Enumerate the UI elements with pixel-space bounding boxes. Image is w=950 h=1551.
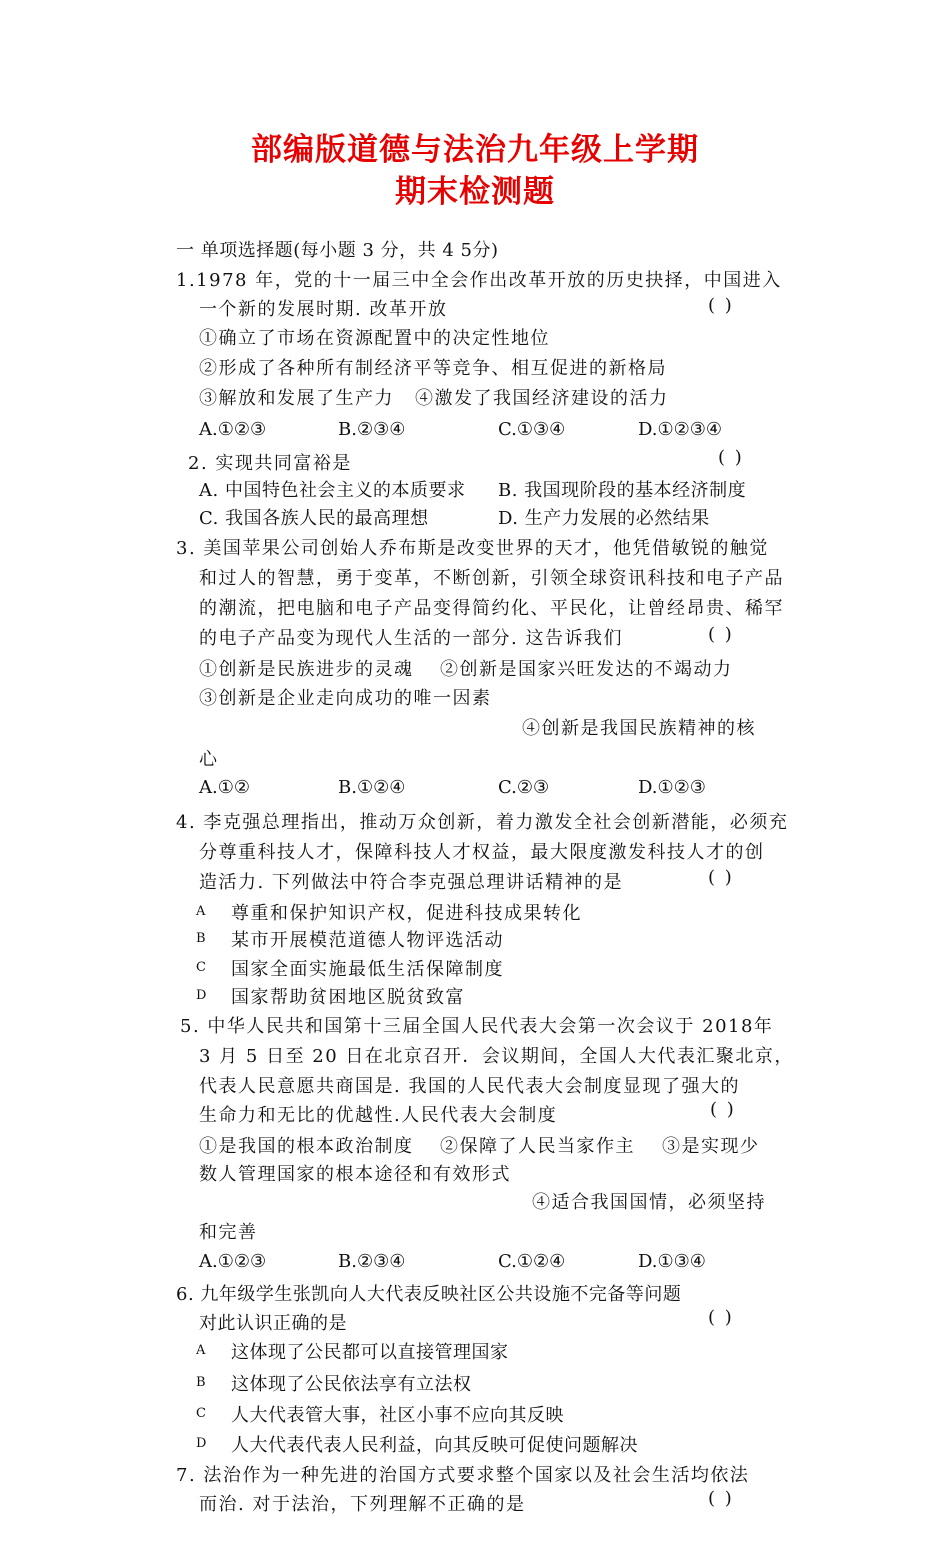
option-d[interactable]: D.①③④	[638, 1251, 706, 1272]
answer-paren: ( )	[708, 1307, 734, 1328]
page-title-line1: 部编版道德与法治九年级上学期	[251, 132, 699, 168]
option-a[interactable]: 这体现了公民都可以直接管理国家	[231, 1342, 509, 1363]
question-3-line-2: 和过人的智慧，勇于变革，不断创新，引领全球资讯科技和电子产品	[199, 568, 784, 589]
option-a[interactable]: A. 中国特色社会主义的本质要求	[199, 480, 466, 501]
option-c[interactable]: 人大代表管大事，社区小事不应向其反映	[231, 1405, 564, 1426]
statement-3: ③解放和发展了生产力	[199, 388, 394, 409]
option-d[interactable]: D. 生产力发展的必然结果	[498, 508, 710, 529]
question-5-line-1: 5. 中华人民共和国第十三届全国人民代表大会第一次会议于 2018年	[180, 1016, 774, 1037]
answer-paren: ( )	[708, 1488, 734, 1509]
option-c-letter: C	[196, 960, 208, 975]
question-3-line-3: 的潮流，把电脑和电子产品变得简约化、平民化，让曾经昂贵、稀罕	[199, 598, 784, 619]
option-a[interactable]: A.①②③	[199, 419, 267, 440]
option-b[interactable]: B.①②④	[338, 777, 406, 798]
option-d-letter: D	[196, 988, 208, 1003]
option-b[interactable]: 某市开展模范道德人物评选活动	[231, 930, 504, 951]
option-b[interactable]: B. 我国现阶段的基本经济制度	[498, 480, 747, 501]
option-c-letter: C	[196, 1406, 208, 1421]
question-6-line-2: 对此认识正确的是	[199, 1313, 347, 1334]
question-3-line-4: 的电子产品变为现代人生活的一部分. 这告诉我们	[199, 628, 623, 649]
statement-1: ①确立了市场在资源配置中的决定性地位	[199, 328, 550, 349]
option-a[interactable]: A.①②	[199, 777, 250, 798]
option-c[interactable]: C.①②④	[498, 1251, 566, 1272]
option-d[interactable]: 国家帮助贫困地区脱贫致富	[231, 987, 465, 1008]
question-5-line-3: 代表人民意愿共商国是. 我国的人民代表大会制度显现了强大的	[199, 1076, 740, 1097]
statement-3: ③是实现少	[662, 1136, 760, 1157]
option-c[interactable]: C. 我国各族人民的最高理想	[199, 508, 429, 529]
answer-paren: ( )	[708, 295, 734, 316]
option-a-letter: A	[196, 1343, 207, 1358]
answer-paren: ( )	[710, 1099, 736, 1120]
answer-paren: ( )	[708, 624, 734, 645]
statement-2: ②保障了人民当家作主	[440, 1136, 635, 1157]
option-a-letter: A	[196, 904, 207, 919]
question-4-line-3: 造活力. 下列做法中符合李克强总理讲话精神的是	[199, 872, 623, 893]
question-2-line-1: 2. 实现共同富裕是	[188, 453, 352, 474]
option-d[interactable]: 人大代表代表人民利益，向其反映可促使问题解决	[231, 1435, 638, 1456]
question-1-line-2: 一个新的发展时期. 改革开放	[199, 299, 448, 320]
page-title-line2: 期末检测题	[395, 174, 555, 210]
option-c[interactable]: C.②③	[498, 777, 550, 798]
statement-2: ②形成了各种所有制经济平等竞争、相互促进的新格局	[199, 358, 667, 379]
option-b-letter: B	[196, 1375, 208, 1390]
option-b[interactable]: 这体现了公民依法享有立法权	[231, 1374, 472, 1395]
question-5-line-2: 3 月 5 日至 20 日在北京召开．会议期间，全国人大代表汇聚北京，	[199, 1046, 794, 1067]
option-d[interactable]: D.①②③	[638, 777, 706, 798]
section-heading: 一 单项选择题(每小题 3 分，共 4 5分)	[176, 240, 499, 261]
statement-4: ④适合我国国情，必须坚持	[532, 1192, 766, 1213]
statement-1: ①创新是民族进步的灵魂	[199, 659, 414, 680]
statement-4-continued: 心	[199, 749, 219, 770]
statement-2: ②创新是国家兴旺发达的不竭动力	[440, 659, 733, 680]
option-b-letter: B	[196, 931, 208, 946]
statement-4: ④激发了我国经济建设的活力	[415, 388, 669, 409]
option-d-letter: D	[196, 1436, 208, 1451]
option-c[interactable]: 国家全面实施最低生活保障制度	[231, 959, 504, 980]
statement-1: ①是我国的根本政治制度	[199, 1136, 414, 1157]
option-b[interactable]: B.②③④	[338, 1251, 406, 1272]
answer-paren: ( )	[718, 447, 744, 468]
question-5-line-4: 生命力和无比的优越性.人民代表大会制度	[199, 1105, 558, 1126]
option-b[interactable]: B.②③④	[338, 419, 406, 440]
question-1-line-1: 1.1978 年，党的十一届三中全会作出改革开放的历史抉择，中国进入	[176, 270, 782, 291]
statement-4: ④创新是我国民族精神的核	[522, 718, 756, 739]
answer-paren: ( )	[708, 867, 734, 888]
statement-3-continued: 数人管理国家的根本途径和有效形式	[199, 1164, 511, 1185]
question-6-line-1: 6. 九年级学生张凯向人大代表反映社区公共设施不完备等问题	[176, 1284, 682, 1305]
statement-3: ③创新是企业走向成功的唯一因素	[199, 688, 492, 709]
question-3-line-1: 3. 美国苹果公司创始人乔布斯是改变世界的天才，他凭借敏锐的触觉	[176, 538, 769, 559]
question-4-line-2: 分尊重科技人才，保障科技人才权益，最大限度激发科技人才的创	[199, 842, 765, 863]
question-7-line-2: 而治. 对于法治，下列理解不正确的是	[199, 1494, 526, 1515]
option-a[interactable]: 尊重和保护知识产权，促进科技成果转化	[231, 903, 582, 924]
option-a[interactable]: A.①②③	[199, 1251, 267, 1272]
question-7-line-1: 7. 法治作为一种先进的治国方式要求整个国家以及社会生活均依法	[176, 1465, 750, 1486]
question-4-line-1: 4. 李克强总理指出，推动万众创新，着力激发全社会创新潜能，必须充	[176, 812, 789, 833]
statement-4-continued: 和完善	[199, 1222, 258, 1243]
option-c[interactable]: C.①③④	[498, 419, 566, 440]
option-d[interactable]: D.①②③④	[638, 419, 723, 440]
